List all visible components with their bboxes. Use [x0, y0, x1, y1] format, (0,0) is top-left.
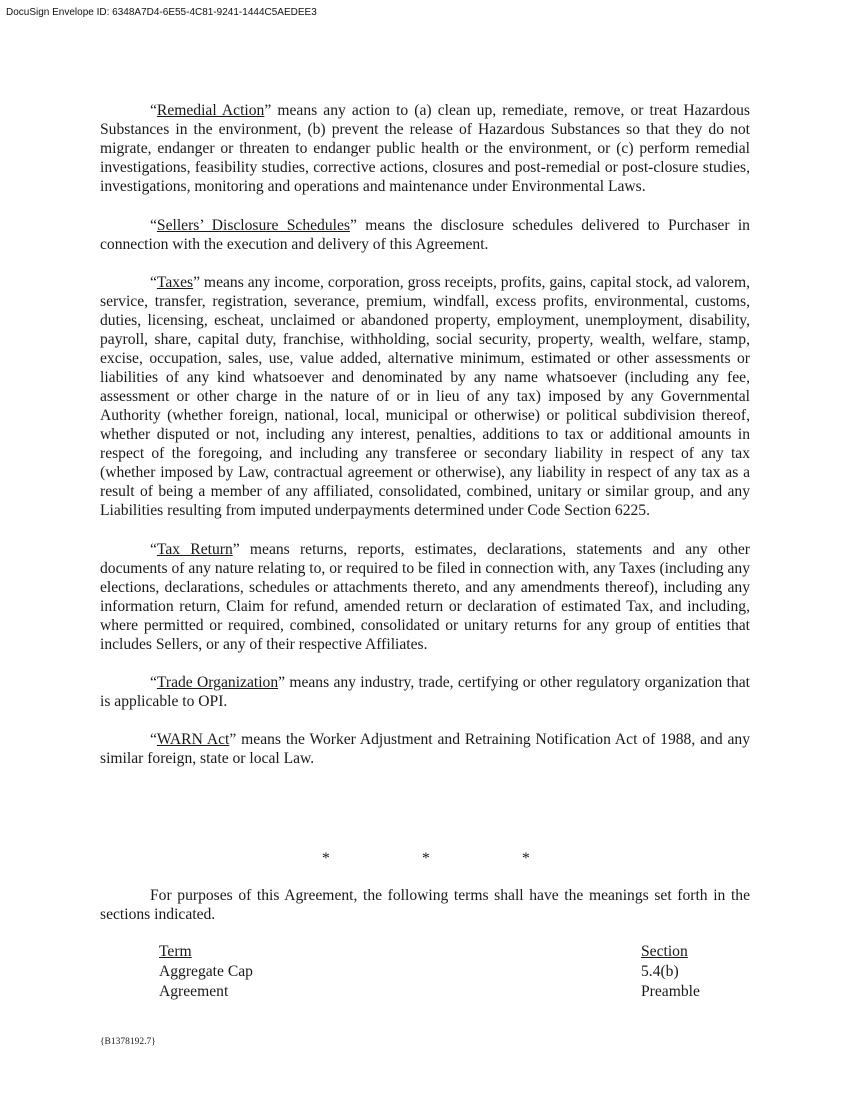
- terms-table-header: [159, 942, 719, 962]
- section-separator: [100, 849, 750, 868]
- separator-asterisk: *: [422, 850, 430, 867]
- definition-body: ” means any industry, trade, certifying or other regulatory organization that is applicable to OPI.: [100, 674, 750, 710]
- terms-table: [159, 942, 719, 1002]
- term-cell: Aggregate Cap: [159, 963, 253, 980]
- document-id-footer: {B1378192.7}: [100, 1037, 156, 1047]
- definition-body: ” means any income, corporation, gross receipts, profits, gains, capital stock, ad valorem, service, transfer, registration, severance, premium, windfall, excess profits, environmental, customs, duties, licensing, escheat, unclaimed or abandoned property, employment, unemployment, disability, payroll, share, capital duty, franchise, withholding, social security, property, wealth, welfare, stamp, excise, occupation, sales, use, value added, alternative minimum, estimated or other assessments or liabilities of any kind whatsoever and denominated by any name whatsoever (including any fee, assessment or other charge in the nature of or in lieu of any tax) imposed by any Governmental Authority (whether foreign, national, local, municipal or otherwise) or political subdivision thereof, whether disputed or not, including any interest, penalties, additions to tax or additional amounts in respect of the foregoing, and including any transferee or secondary liability in respect of any tax (whether imposed by Law, contractual agreement or otherwise), any liability in respect of any tax as a result of being a member of any affiliated, consolidated, combined, unitary or similar group, and any Liabilities resulting from imputed underpayments determined under Code Section 6225.: [100, 274, 750, 519]
- definition-taxes: [100, 273, 750, 520]
- open-quote: “: [150, 541, 157, 558]
- term-cell: Agreement: [159, 983, 229, 1000]
- open-quote: “: [150, 274, 157, 291]
- section-column-header: Section: [641, 943, 688, 960]
- definition-warn-act: [100, 730, 750, 768]
- defined-term: Tax Return: [156, 541, 233, 558]
- table-row: [159, 982, 719, 1002]
- defined-term: WARN Act: [156, 731, 230, 748]
- table-row: [159, 962, 719, 982]
- definition-body: ” means the Worker Adjustment and Retraining Notification Act of 1988, and any similar foreign, state or local Law.: [100, 731, 750, 767]
- docusign-envelope-id: DocuSign Envelope ID: 6348A7D4-6E55-4C81-9241-1444C5AEDEE3: [6, 7, 317, 18]
- definition-sellers-disclosure-schedules: [100, 216, 750, 254]
- defined-term: Sellers’ Disclosure Schedules: [156, 217, 350, 234]
- defined-term: Trade Organization: [156, 674, 279, 691]
- section-cell: Preamble: [641, 983, 700, 1000]
- term-column-header: Term: [159, 943, 192, 960]
- definition-body: ” means any action to (a) clean up, remediate, remove, or treat Hazardous Substances in the environment, (b) prevent the release of Hazardous Substances so that they do not migrate, endanger or threaten to endanger public health or the environment, or (c) perform remedial investigations, feasibility studies, corrective actions, closures and post-remedial or post-closure studies, investigations, monitoring and operations and maintenance under Environmental Laws.: [100, 102, 750, 195]
- defined-term: Taxes: [156, 274, 194, 291]
- open-quote: “: [150, 674, 157, 691]
- separator-asterisk: *: [522, 850, 530, 867]
- definition-body: ” means returns, reports, estimates, declarations, statements and any other documents of any nature relating to, or required to be filed in connection with, any Taxes (including any elections, declarations, schedules or attachments thereto, and any amendments thereof), including any information return, Claim for refund, amended return or declaration of estimated Tax, and including, where permitted or required, combined, consolidated or unitary returns for any group of entities that includes Sellers, or any of their respective Affiliates.: [100, 541, 750, 653]
- open-quote: “: [150, 731, 157, 748]
- definition-trade-organization: [100, 673, 750, 711]
- open-quote: “: [150, 217, 157, 234]
- defined-term: Remedial Action: [156, 102, 265, 119]
- definition-tax-return: [100, 540, 750, 654]
- open-quote: “: [150, 102, 157, 119]
- definitions-section: [100, 101, 750, 768]
- definition-remedial-action: [100, 101, 750, 196]
- separator-asterisk: *: [322, 850, 330, 867]
- definition-body: ” means the disclosure schedules delivered to Purchaser in connection with the execution and delivery of this Agreement.: [100, 217, 750, 253]
- section-cell: 5.4(b): [641, 963, 679, 980]
- purposes-paragraph: For purposes of this Agreement, the following terms shall have the meanings set forth in the sections indicated.: [100, 887, 750, 923]
